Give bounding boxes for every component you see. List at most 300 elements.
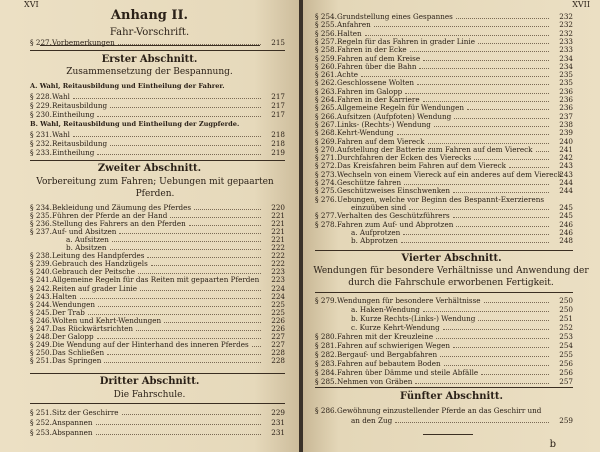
toc-entry-text: Uebungen, welche vor Beginn des Bespannt-Exerzierens [337,194,545,204]
page-reference: 256 [559,368,573,377]
toc-entry-text: Fahren im Galopp [337,86,403,96]
leader-dots [415,377,549,384]
page-reference: 244 [559,178,573,187]
group-heading: A. Wahl, Reitausbildung und Eintheilung der Fahrer. [30,82,225,90]
toc-row [315,350,573,359]
section-number: § 279. [315,296,337,305]
toc-row [30,148,285,157]
toc-entry-text: Die Wendung auf der Hinterhand des inneren Pferdes [52,339,249,349]
page-reference: 243 [559,161,573,171]
toc-entry-text: Eintheilung [52,110,95,119]
section-number: § 282. [315,350,337,359]
toc-entry-text: Anspannen [52,418,93,427]
leader-dots [96,428,261,435]
page-reference: 242 [559,153,573,163]
page-reference: 217 [271,92,285,101]
leader-dots [96,418,261,425]
toc-entry-text: Auf- und Absitzen [52,227,117,237]
section-heading: Dritter Abschnitt. [99,376,200,387]
leader-dots [136,324,261,331]
section-number: § 254. [315,12,337,21]
page-reference: 241 [559,144,573,154]
toc-entry-text: einzuüben sind [351,202,407,212]
page-reference: 217 [271,101,285,110]
leader-dots [110,243,261,250]
divider [30,50,285,51]
toc-entry-text: Fahren mit der Kreuzleine [337,332,434,341]
toc-entry-text: Wolten und Kehrt-Wendungen [52,315,162,325]
page-reference: 251 [559,314,573,323]
page-reference: 227 [271,339,285,349]
toc-entry-text: b. Absitzen [66,243,107,253]
toc-entry-text: Gebrauch des Handzügels [52,259,148,269]
page-reference: 223 [271,275,285,285]
toc-entry-text: Wendungen [52,299,96,309]
appendix-subtitle: Fahr-Vorschrift. [109,27,190,38]
leader-dots [98,300,261,307]
leader-dots [374,20,549,27]
section-heading: Zweiter Abschnitt. [97,163,202,174]
leader-dots [453,186,549,193]
toc-entry-text: a. Aufprotzen [351,227,401,237]
leader-dots [456,220,549,227]
divider [30,160,285,161]
toc-row [315,406,573,415]
page-reference: 232 [559,20,573,30]
section-number: § 286. [315,406,337,415]
leader-dots [110,101,261,108]
page-reference: 231 [271,418,285,427]
section-heading: Fünfter Abschnitt. [399,391,504,402]
toc-row [30,92,285,101]
section-number: § 255. [315,20,337,30]
section-number: § 244. [30,299,52,309]
toc-row [315,296,573,305]
section-number: § 236. [30,219,52,229]
toc-entry-text: Grundstellung eines Gespannes [337,12,453,21]
page-reference: 246 [559,227,573,237]
toc-entry-text: Aufsitzen (Aufpfoten) Wendung [337,111,452,121]
toc-entry-text: Das Schließen [52,347,105,357]
divider [423,434,473,435]
leader-dots [361,70,549,77]
toc-entry-text: Fahren in der Karriere [337,95,420,104]
page-reference: 218 [271,139,285,148]
section-number: § 260. [315,61,337,71]
leader-dots [443,323,549,330]
page-reference: 232 [559,12,573,21]
section-number: § 240. [30,267,52,277]
leader-dots [104,356,261,363]
page-reference: 232 [559,28,573,38]
toc-row [30,408,285,417]
leader-dots [409,203,549,210]
leader-dots [453,341,549,348]
page-reference: 225 [271,307,285,317]
section-number: § 228. [30,92,52,101]
page-reference: 222 [271,243,285,253]
toc-row [30,130,285,139]
section-number: § 235. [30,211,52,221]
page-reference: 250 [559,305,573,314]
section-subheading: Zusammensetzung der Bespannung. [66,67,233,77]
toc-entry-text: Wechseln von einem Viereck auf ein anderes auf dem Viereck [337,169,562,179]
divider [30,403,285,404]
page-reference: 231 [271,428,285,437]
section-number: § 229. [30,101,52,110]
divider [30,373,285,374]
leader-dots [97,110,261,117]
page-reference: 234 [559,53,573,63]
toc-row [315,377,573,386]
toc-entry-text: a. Aufsitzen [66,235,109,245]
toc-entry-text: an den Zug [351,416,393,425]
section-number: § 280. [315,332,337,341]
leader-dots [194,203,261,210]
toc-entry-text: Reitausbildung [52,139,108,148]
toc-entry-text: Stellung des Fahrers an den Pferden [52,219,186,229]
leader-dots [164,316,261,323]
toc-entry-text: c. Kurze Kehrt-Wendung [351,323,440,332]
toc-entry-text: Fahren auf schwierigen Wegen [337,341,450,350]
page-reference: 236 [559,95,573,104]
page-reference: 244 [559,186,573,196]
toc-entry-text: Reiten auf grader Linie [52,283,138,293]
section-number: § 284. [315,368,337,377]
leader-dots [112,235,261,242]
leader-dots [467,103,549,110]
page-reference: 223 [271,267,285,277]
page-reference: 254 [559,341,573,350]
toc-row [30,139,285,148]
toc-row [315,323,573,332]
toc-entry-text: Das Springen [52,355,102,365]
section-number: § 241. [30,275,52,285]
section-subheading: Vorbereitung zum Fahren; Uebungen mit gepaarten Pferden. [36,177,274,199]
toc-entry-text: Bekleidung und Zäumung des Pferdes [52,203,192,212]
section-number: § 252. [30,418,52,427]
page-reference: 236 [559,103,573,113]
toc-entry-text: Halten [52,291,77,301]
leader-dots [434,120,549,127]
page-reference: 215 [271,38,285,47]
toc-entry-text: Fahren zum Auf- und Abprotzen [337,219,454,229]
toc-entry-text: Halten [337,28,362,38]
section-number: § 267. [315,119,337,129]
section-number: § 259. [315,53,337,63]
toc-entry-text: Geschlossene Wolten [337,78,415,88]
toc-entry-text: Fahren über Dämme und steile Abfälle [337,368,479,377]
leader-dots [110,139,261,146]
leader-dots [151,259,261,266]
page-reference: 227 [271,331,285,341]
leader-dots [73,130,261,137]
page-reference: 222 [271,251,285,261]
leader-dots [397,128,549,135]
toc-entry-text: Achte [337,70,358,80]
page-reference: 238 [559,119,573,129]
toc-row [30,38,285,47]
section-number: § 238. [30,251,52,261]
section-number: § 234. [30,203,52,212]
page-reference: 229 [271,408,285,417]
toc-entry-text: Führen der Pferde an der Hand [52,211,168,221]
section-number: § 227. [30,38,52,47]
toc-entry-text: Geschütze fahren [337,178,402,187]
toc-row [30,428,285,437]
section-number: § 270. [315,144,337,154]
leader-dots [484,296,549,303]
section-number: § 243. [30,291,52,301]
leader-dots [474,153,549,160]
page-reference: 221 [271,211,285,221]
toc-row [315,305,573,314]
toc-entry-text: Sitz der Geschirre [52,408,119,417]
leader-dots [365,29,549,36]
toc-entry-text: Bergauf- und Bergabfahren [337,350,438,359]
leader-dots [444,359,549,366]
section-number: § 264. [315,95,337,104]
section-heading: Erster Abschnitt. [101,54,198,65]
leader-dots [118,38,261,45]
leader-dots [428,137,549,144]
toc-entry-text: Wahl [52,92,70,101]
leader-dots [189,219,261,226]
toc-entry-text: Gebrauch der Peitsche [52,267,136,277]
toc-row [315,341,573,350]
page-reference: 257 [559,377,573,386]
section-subheading: Die Fahrschule. [113,390,186,400]
leader-dots [536,145,549,152]
leader-dots [147,251,261,258]
section-number: § 275. [315,186,337,196]
page-reference: 233 [559,36,573,46]
leader-dots [419,62,549,69]
page-reference: 217 [271,110,285,119]
leader-dots [436,332,549,339]
leader-dots [405,87,549,94]
leader-dots [453,211,549,218]
section-number: § 253. [30,428,52,437]
page-reference: 243 [559,169,573,179]
section-number: § 258. [315,45,337,55]
toc-entry-text: a. Haken-Wendung [351,305,420,314]
page-reference: 236 [559,86,573,96]
section-number: § 239. [30,259,52,269]
toc-row [315,236,573,245]
section-number: § 246. [30,315,52,325]
leader-dots [170,211,261,218]
leader-dots [122,408,261,415]
leader-dots [410,45,549,52]
section-number: § 265. [315,103,337,113]
leader-dots [456,12,549,19]
leader-dots [395,416,549,423]
left-page [0,0,299,452]
toc-entry-text: Wahl [52,130,70,139]
leader-dots [509,161,549,168]
page-reference: 226 [271,323,285,333]
leader-dots [423,305,549,312]
toc-row [30,418,285,427]
section-number: § 271. [315,153,337,163]
toc-row [315,359,573,368]
page-reference: 234 [559,61,573,71]
leader-dots [404,178,549,185]
leader-dots [88,308,261,315]
toc-row [30,110,285,119]
toc-entry-text: Allgemeine Regeln für Wendungen [337,103,464,113]
leader-dots [478,314,549,321]
toc-entry-text: Fahren in der Ecke [337,45,407,55]
section-number: § 231. [30,130,52,139]
right-page [303,0,600,452]
section-number: § 281. [315,341,337,350]
toc-entry-text: Fahren auf dem Kreise [337,53,421,63]
page-reference: 219 [271,148,285,157]
page-reference: 224 [271,283,285,293]
leader-dots [107,348,261,355]
toc-entry-text: Links- (Rechts-) Wendung [337,119,431,129]
leader-dots [97,148,261,155]
leader-dots [478,37,549,44]
page-reference: 221 [271,227,285,237]
section-subheading: Wendungen für besondere Verhältnisse und Anwendung der durch die Fahrschule erworbenen Fertigkeit. [313,266,589,288]
signature-mark: b [549,439,556,450]
leader-dots [401,236,549,243]
section-number: § 245. [30,307,52,317]
section-heading: Vierter Abschnitt. [401,253,502,264]
page-reference: 225 [271,299,285,309]
page-number: XVII [572,0,590,9]
page-reference: 259 [559,416,573,425]
section-number: § 237. [30,227,52,237]
leader-dots [73,92,261,99]
leader-dots [403,228,549,235]
page-reference: 228 [271,347,285,357]
section-number: § 274. [315,178,337,187]
page-reference: 237 [559,111,573,121]
page-reference: 224 [271,291,285,301]
page-reference: 245 [559,202,573,212]
page-reference: 233 [559,45,573,55]
section-number: § 248. [30,331,52,341]
leader-dots [423,54,549,61]
section-number: § 256. [315,28,337,38]
toc-entry-text: Wendungen für besondere Verhältnisse [337,296,481,305]
leader-dots [417,78,549,85]
toc-entry-text: Gewöhnung einzustellender Pferde an das Geschirr und [337,406,542,415]
leader-dots [252,340,261,347]
section-number: § 257. [315,36,337,46]
leader-dots [119,227,261,234]
toc-entry-text: Das Rückwärtsrichten [52,323,134,333]
section-number: § 269. [315,136,337,146]
section-number: § 273. [315,169,337,179]
toc-entry-text: Leitung des Handpferdes [52,251,145,261]
section-number: § 263. [315,86,337,96]
toc-row [315,314,573,323]
page-reference: 228 [271,355,285,365]
page-reference: 235 [559,70,573,80]
page-reference: 240 [559,136,573,146]
page-reference: 220 [271,203,285,212]
section-number: § 285. [315,377,337,386]
toc-entry-text: Kehrt-Wendung [337,128,394,138]
toc-entry-text: Aufstellung der Batterie zum Fahren auf dem Viereck [337,144,533,154]
page-reference: 253 [559,332,573,341]
section-number: § 266. [315,111,337,121]
toc-entry-text: Das Kreisfahren beim Fahren auf dem Viereck [337,161,507,171]
toc-entry-text: Fahren auf bebautem Boden [337,359,441,368]
page-reference: 245 [559,211,573,221]
section-number: § 268. [315,128,337,138]
toc-entry-text: Reitausbildung [52,101,108,110]
page-reference: 256 [559,359,573,368]
leader-dots [80,292,261,299]
section-number: § 249. [30,339,52,349]
section-number: § 251. [30,355,52,365]
page-number: XVI [24,0,39,9]
toc-entry-text: Allgemeine Regeln für das Reiten mit gepaarten Pferden [52,275,260,285]
section-number: § 230. [30,110,52,119]
page-reference: 226 [271,315,285,325]
toc-entry-text: Geschützweises Einschwenken [337,186,451,196]
toc-row [315,368,573,377]
divider [315,387,573,388]
section-number: § 272. [315,161,337,171]
leader-dots [97,332,261,339]
page-reference: 246 [559,219,573,229]
toc-row [315,332,573,341]
toc-entry-text: Abspannen [52,428,93,437]
section-number: § 232. [30,139,52,148]
page-reference: 255 [559,350,573,359]
section-number: § 262. [315,78,337,88]
toc-entry-text: Vorbemerkungen [52,38,115,47]
section-number: § 261. [315,70,337,80]
section-number: § 278. [315,219,337,229]
section-number: § 277. [315,211,337,221]
section-number: § 247. [30,323,52,333]
toc-entry-text: Regeln für das Fahren in grader Linie [337,36,475,46]
toc-row [30,101,285,110]
page-reference: 222 [271,259,285,269]
toc-entry-text: Eintheilung [52,148,95,157]
page-reference: 218 [271,130,285,139]
page-reference: 248 [559,236,573,246]
toc-entry-text: Der Trab [52,307,85,317]
page-reference: 235 [559,78,573,88]
toc-entry-text: Der Galopp [52,331,94,341]
toc-entry-text: Nehmen von Gräben [337,377,413,386]
toc-entry-text: b. Kurze Rechts-(Links-) Wendung [351,314,476,323]
toc-row [315,416,573,425]
divider [315,250,573,251]
leader-dots [140,284,261,291]
section-number: § 250. [30,347,52,357]
section-number: § 233. [30,148,52,157]
toc-entry-text: Durchfahren der Ecken des Vierecks [337,153,472,163]
leader-dots [481,368,549,375]
section-number: § 283. [315,359,337,368]
toc-entry-text: Anfahren [337,20,371,30]
toc-entry-text: Verhalten des Geschützführers [337,211,450,221]
page-reference: 252 [559,323,573,332]
page-reference: 250 [559,296,573,305]
page-reference: 221 [271,219,285,229]
leader-dots [138,267,261,274]
